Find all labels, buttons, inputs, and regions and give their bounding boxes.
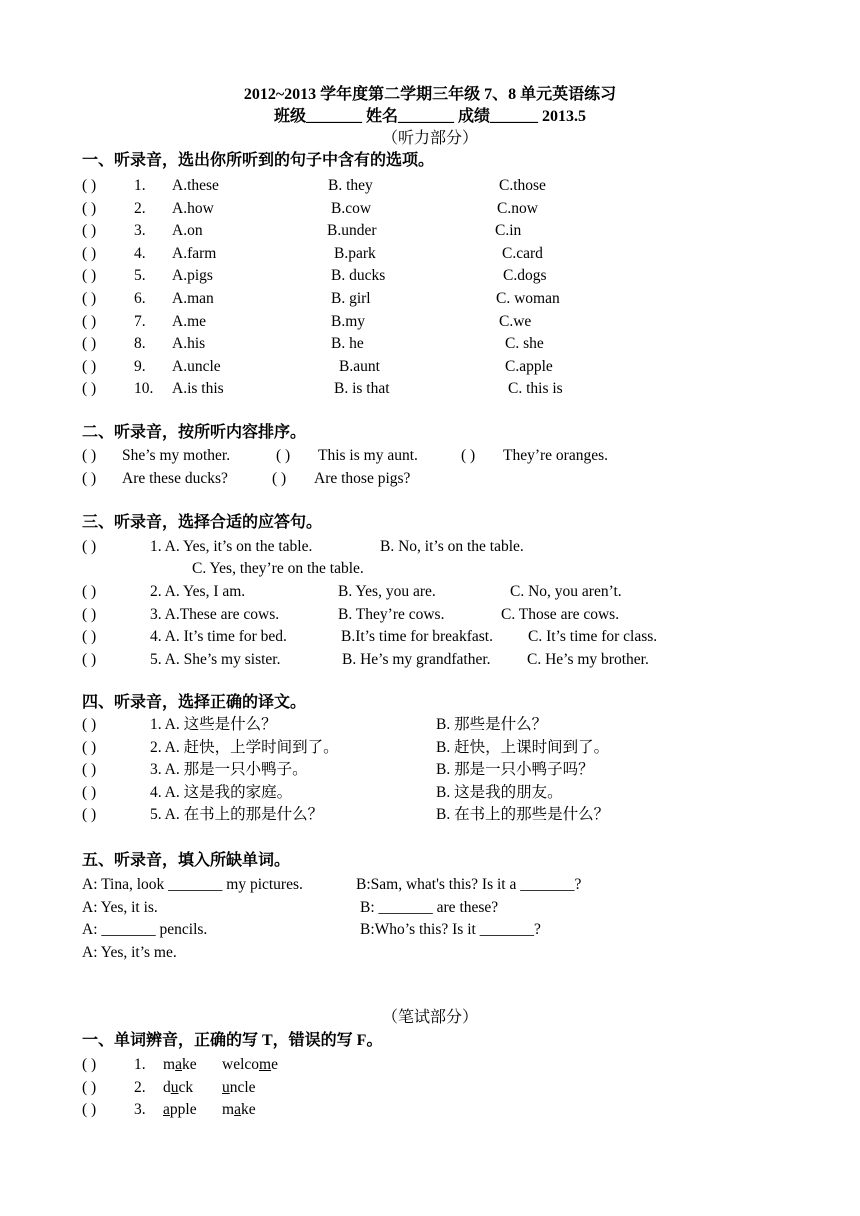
- answer-blank[interactable]: ( ): [82, 806, 97, 823]
- option-c: C.card: [502, 244, 543, 262]
- answer-blank[interactable]: ( ): [82, 1056, 97, 1073]
- part2-row: [0, 468, 860, 490]
- part4-heading: 四、听录音，选择正确的译文。: [82, 694, 307, 711]
- dialogue-line-a: A: Yes, it’s me.: [82, 943, 177, 961]
- part3-row-continued: [0, 558, 860, 580]
- word-part: d: [163, 1078, 171, 1096]
- part1-row: [0, 288, 860, 310]
- option-a: A.on: [172, 222, 203, 240]
- word-two: [222, 1077, 256, 1099]
- answer-blank[interactable]: ( ): [82, 605, 97, 623]
- answer-blank[interactable]: ( ): [82, 290, 97, 307]
- question-number: 3.: [134, 1101, 146, 1118]
- part1-row: [0, 333, 860, 355]
- option-c: C. woman: [496, 290, 560, 307]
- answer-blank[interactable]: ( ): [82, 716, 97, 733]
- option-a: 2. A. 赶快，上学时间到了。: [150, 738, 339, 756]
- answer-blank[interactable]: ( ): [82, 783, 97, 801]
- answer-blank[interactable]: ( ): [82, 470, 97, 487]
- answer-blank[interactable]: ( ): [82, 312, 97, 330]
- dialogue-line-b: B:Sam, what's this? Is it a _______?: [356, 876, 582, 893]
- option-a: A.farm: [172, 244, 217, 262]
- answer-blank[interactable]: ( ): [82, 357, 97, 375]
- word-two: [222, 1054, 278, 1076]
- option-b: B. is that: [334, 380, 390, 398]
- written-part1-heading: 一、单词辨音，正确的写 T，错误的写 F。: [82, 1032, 383, 1049]
- part5-row: [0, 897, 860, 919]
- part1-row: [0, 378, 860, 400]
- order-item: Are those pigs?: [314, 470, 411, 487]
- question-number: 2.: [134, 199, 146, 217]
- student-info-line: 班级_______ 姓名_______ 成绩______ 2013.5: [273, 108, 586, 125]
- word-part: m: [222, 1101, 235, 1118]
- option-a: 2. A. Yes, I am.: [150, 583, 246, 600]
- answer-blank[interactable]: ( ): [82, 199, 97, 217]
- word-part: ke: [240, 1101, 256, 1118]
- word-part: pple: [169, 1101, 197, 1118]
- part1-row: [0, 220, 860, 242]
- part4-row: [0, 804, 860, 826]
- answer-blank[interactable]: ( ): [82, 335, 97, 353]
- underlined-letter: u: [170, 1078, 179, 1096]
- option-c: C. this is: [508, 380, 563, 398]
- question-number: 1.: [134, 1056, 146, 1073]
- answer-blank[interactable]: ( ): [82, 244, 97, 262]
- underlined-letter: m: [259, 1056, 272, 1073]
- option-b: B.under: [327, 222, 377, 240]
- underlined-letter: a: [163, 1101, 170, 1118]
- written-section-label: （笔试部分）: [381, 1009, 478, 1026]
- part5-row: [0, 874, 860, 896]
- option-a: A.is this: [172, 380, 224, 398]
- option-a: A.man: [172, 290, 214, 307]
- option-a: A.his: [172, 335, 206, 353]
- dialogue-line-a: A: Yes, it is.: [82, 898, 158, 916]
- part3-row: [0, 581, 860, 603]
- option-a: 4. A. It’s time for bed.: [150, 628, 287, 645]
- word-part: ncle: [229, 1078, 256, 1096]
- option-a: A.pigs: [172, 267, 213, 285]
- option-c: C.now: [497, 199, 538, 217]
- word-part: welco: [222, 1056, 260, 1073]
- word-part: e: [271, 1056, 278, 1073]
- option-c: C.in: [495, 222, 522, 240]
- option-b: B. 在书上的那些是什么？: [436, 806, 610, 823]
- part3-row: [0, 626, 860, 648]
- option-a: 1. A. Yes, it’s on the table.: [150, 538, 313, 555]
- part1-row: [0, 175, 860, 197]
- word-part: m: [163, 1056, 176, 1073]
- option-a: A.me: [172, 312, 207, 330]
- part2-heading: 二、听录音，按所听内容排序。: [82, 424, 307, 441]
- option-b: B.It’s time for breakfast.: [341, 628, 493, 645]
- option-c: C. It’s time for class.: [528, 628, 658, 645]
- option-c: C. Yes, they’re on the table.: [192, 560, 364, 577]
- question-number: 3.: [134, 222, 146, 240]
- word-one: [163, 1054, 197, 1076]
- word-part: ck: [178, 1078, 194, 1096]
- question-number: 1.: [134, 177, 146, 194]
- part4-row: [0, 714, 860, 736]
- option-a: 3. A. 那是一只小鸭子。: [150, 761, 308, 778]
- dialogue-line-b: B:Who’s this? Is it _______?: [360, 921, 541, 938]
- part1-row: [0, 198, 860, 220]
- option-a: A.uncle: [172, 357, 221, 375]
- option-b: B. 那些是什么？: [436, 716, 548, 733]
- answer-blank[interactable]: ( ): [82, 583, 97, 600]
- part3-heading: 三、听录音，选择合适的应答句。: [82, 514, 323, 531]
- option-a: A.how: [172, 199, 214, 217]
- word-one: [163, 1077, 193, 1099]
- part1-row: [0, 311, 860, 333]
- question-number: 2.: [134, 1078, 146, 1096]
- answer-blank[interactable]: ( ): [461, 447, 476, 464]
- option-a: 4. A. 这是我的家庭。: [150, 783, 293, 801]
- answer-blank[interactable]: ( ): [82, 761, 97, 778]
- underlined-letter: a: [234, 1101, 241, 1118]
- answer-blank[interactable]: ( ): [82, 738, 97, 756]
- order-item: Are these ducks?: [122, 470, 228, 487]
- word-one: [163, 1099, 197, 1121]
- option-c: C. He’s my brother.: [527, 650, 649, 668]
- part3-row: [0, 604, 860, 626]
- option-c: C.dogs: [503, 267, 547, 285]
- option-b: B. They’re cows.: [338, 605, 445, 623]
- option-c: C. she: [505, 335, 544, 353]
- order-item: This is my aunt.: [318, 447, 418, 464]
- written-row: [0, 1054, 860, 1076]
- part1-row: [0, 243, 860, 265]
- option-b: B.aunt: [339, 357, 380, 375]
- option-b: B. 那是一只小鸭子吗？: [436, 761, 594, 778]
- option-b: B. he: [331, 335, 364, 353]
- written-row: [0, 1077, 860, 1099]
- question-number: 5.: [134, 267, 146, 285]
- answer-blank[interactable]: ( ): [82, 447, 97, 464]
- option-b: B. they: [328, 177, 373, 194]
- order-item: They’re oranges.: [503, 447, 609, 464]
- part2-row: [0, 445, 860, 467]
- word-part: ke: [181, 1056, 197, 1073]
- part1-row: [0, 265, 860, 287]
- option-b: B. ducks: [331, 267, 386, 285]
- option-a: 3. A.These are cows.: [150, 605, 280, 623]
- option-b: B. 赶快，上课时间到了。: [436, 738, 610, 756]
- part5-row: [0, 942, 860, 964]
- answer-blank[interactable]: ( ): [82, 1078, 97, 1096]
- answer-blank[interactable]: ( ): [82, 1101, 97, 1118]
- dialogue-line-a: A: _______ pencils.: [82, 921, 208, 938]
- answer-blank[interactable]: ( ): [82, 222, 97, 240]
- option-b: B. girl: [331, 290, 371, 307]
- answer-blank[interactable]: ( ): [82, 628, 97, 645]
- question-number: 6.: [134, 290, 146, 307]
- question-number: 9.: [134, 357, 146, 375]
- option-b: B.cow: [331, 199, 372, 217]
- question-number: 8.: [134, 335, 146, 353]
- underlined-letter: u: [222, 1078, 230, 1096]
- option-a: 5. A. 在书上的那是什么？: [150, 806, 324, 823]
- answer-blank[interactable]: ( ): [272, 470, 287, 487]
- page-title: 2012~2013 学年度第二学期三年级 7、8 单元英语练习: [243, 86, 617, 103]
- option-a: 5. A. She’s my sister.: [150, 650, 281, 668]
- option-b: B. 这是我的朋友。: [436, 783, 563, 801]
- option-c: C.apple: [505, 357, 553, 375]
- part1-row: [0, 356, 860, 378]
- question-number: 7.: [134, 312, 146, 330]
- answer-blank[interactable]: ( ): [82, 267, 97, 285]
- part1-heading: 一、听录音，选出你所听到的句子中含有的选项。: [82, 152, 435, 169]
- part4-row: [0, 759, 860, 781]
- answer-blank[interactable]: ( ): [276, 447, 291, 464]
- option-b: B.my: [331, 312, 366, 330]
- option-b: B. He’s my grandfather.: [342, 650, 491, 668]
- part3-row: [0, 649, 860, 671]
- answer-blank[interactable]: ( ): [82, 650, 97, 668]
- option-c: C. Those are cows.: [501, 605, 620, 623]
- listening-section-label: （听力部分）: [381, 130, 478, 147]
- part5-row: [0, 919, 860, 941]
- question-number: 4.: [134, 244, 146, 262]
- dialogue-line-a: A: Tina, look _______ my pictures.: [82, 876, 303, 893]
- option-c: C.we: [499, 312, 532, 330]
- order-item: She’s my mother.: [122, 447, 231, 464]
- option-b: B. Yes, you are.: [338, 583, 436, 600]
- option-a: A.these: [172, 177, 219, 194]
- answer-blank[interactable]: ( ): [82, 380, 97, 398]
- answer-blank[interactable]: ( ): [82, 177, 97, 194]
- word-two: [222, 1099, 256, 1121]
- option-a: 1. A. 这些是什么？: [150, 716, 277, 733]
- option-c: C. No, you aren’t.: [510, 583, 622, 600]
- part4-row: [0, 737, 860, 759]
- part4-row: [0, 782, 860, 804]
- question-number: 10.: [134, 380, 154, 398]
- answer-blank[interactable]: ( ): [82, 538, 97, 555]
- part5-heading: 五、听录音，填入所缺单词。: [82, 852, 291, 869]
- underlined-letter: a: [175, 1056, 182, 1073]
- part3-row: [0, 536, 860, 558]
- written-row: [0, 1099, 860, 1121]
- dialogue-line-b: B: _______ are these?: [360, 898, 499, 916]
- option-c: C.those: [499, 177, 546, 194]
- option-b: B. No, it’s on the table.: [380, 538, 524, 555]
- option-b: B.park: [334, 244, 376, 262]
